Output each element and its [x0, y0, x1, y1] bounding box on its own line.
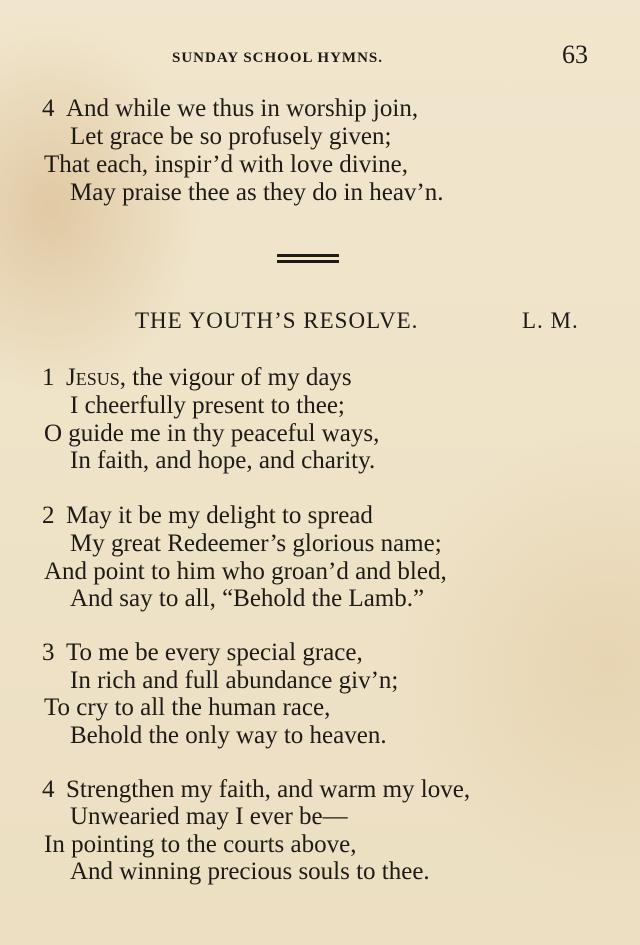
hymn-title: THE YOUTH’S RESOLVE.: [135, 308, 419, 333]
verse-line: In pointing to the courts above,: [44, 831, 357, 858]
verse-line: Let grace be so profusely given;: [70, 123, 392, 150]
verse-line: That each, inspir’d with love divine,: [44, 151, 409, 178]
divider-rule: [277, 260, 339, 263]
verse-line: May praise thee as they do in heav’n.: [70, 179, 444, 206]
verse-line: 4 Strengthen my faith, and warm my love,: [42, 776, 471, 803]
verse-number: 2: [42, 502, 55, 529]
verse-line: 3 To me be every special grace,: [42, 639, 363, 666]
divider-rule: [277, 254, 339, 257]
verse-number: 3: [42, 639, 55, 666]
verse-number: 4: [42, 95, 55, 122]
verse-line: And point to him who groan’d and bled,: [44, 558, 447, 585]
running-title: SUNDAY SCHOOL HYMNS.: [172, 50, 384, 66]
verse-line: In faith, and hope, and charity.: [70, 447, 376, 474]
first-word: Jesus: [66, 364, 120, 391]
verse-line: I cheerfully present to thee;: [70, 392, 345, 419]
verse-number: 4: [42, 776, 55, 803]
hymn-meter: L. M.: [522, 308, 579, 333]
verse-line: Behold the only way to heaven.: [70, 722, 387, 749]
verse-line: And say to all, “Behold the Lamb.”: [70, 585, 425, 612]
verse-line: O guide me in thy peaceful ways,: [44, 420, 380, 447]
verse-line: Unwearied may I ever be—: [70, 803, 348, 830]
verse-line: And winning precious souls to thee.: [70, 858, 430, 885]
verse-line: In rich and full abundance giv’n;: [70, 667, 399, 694]
hymn-heading: [0, 308, 640, 340]
verse-line: My great Redeemer’s glorious name;: [70, 530, 442, 557]
verse-line: 4 And while we thus in worship join,: [42, 95, 419, 122]
verse-line: 1 Jesus, the vigour of my days: [42, 364, 352, 391]
running-head: [0, 40, 640, 70]
verse-line: To cry to all the human race,: [44, 694, 331, 721]
verse-number: 1: [42, 364, 55, 391]
page-number: 63: [562, 40, 588, 69]
verse-line: 2 May it be my delight to spread: [42, 502, 373, 529]
